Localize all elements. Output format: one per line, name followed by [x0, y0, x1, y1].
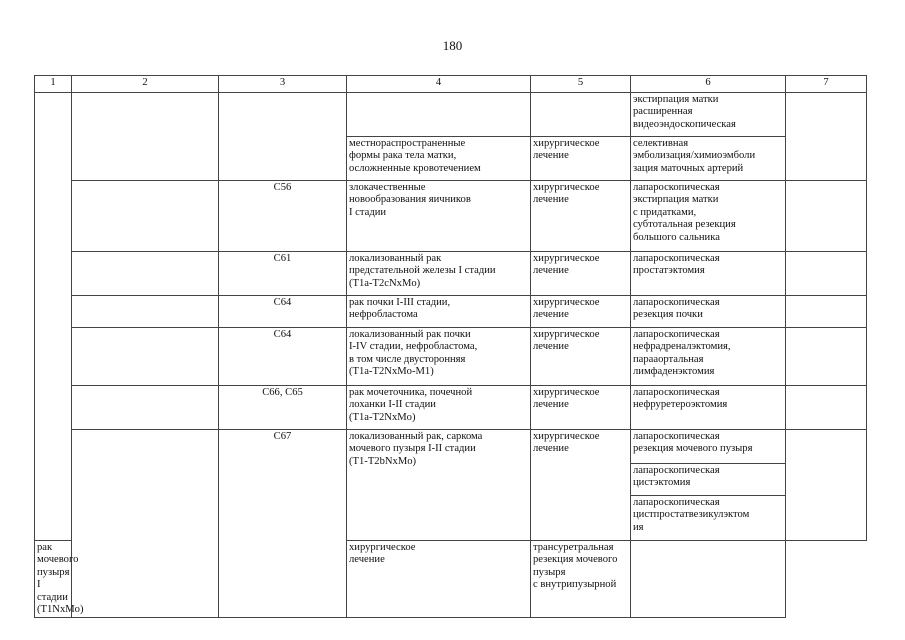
code-cell: [219, 93, 347, 181]
column-7-cell: [786, 93, 867, 181]
table-row: [35, 252, 867, 296]
diagnosis-cell: рак мочеточника, почечной лоханки I-II стадии (T1a-T2NxMo): [347, 386, 531, 430]
column-1-cell: [35, 93, 72, 541]
method-cell: лапароскопическая резекция почки: [631, 296, 786, 328]
column-7-cell: [786, 386, 867, 430]
code-cell: C56: [219, 181, 347, 252]
treatment-cell: [531, 93, 631, 137]
method-cell: экстирпация матки расширенная видеоэндоскопическая: [631, 93, 786, 137]
method-cell: селективная эмболизация/химиоэмболи зация маточных артерий: [631, 137, 786, 181]
column-header-1: 1: [35, 76, 72, 93]
table-row: [35, 93, 867, 137]
treatment-cell: хирургическое лечение: [531, 137, 631, 181]
diagnosis-cell: местнораспространенные формы рака тела матки, осложненные кровотечением: [347, 137, 531, 181]
method-cell: лапароскопическая цистпростатвезикулэктом ия: [631, 496, 786, 541]
column-header-6: 6: [631, 76, 786, 93]
table-row: [35, 386, 867, 430]
method-cell: лапароскопическая цистэктомия: [631, 464, 786, 496]
column-2-cell: [72, 430, 219, 618]
method-cell: лапароскопическая нефрадреналэктомия, парааортальная лимфаденэктомия: [631, 328, 786, 386]
diagnosis-cell: рак почки I-III стадии, нефробластома: [347, 296, 531, 328]
treatment-cell: хирургическое лечение: [531, 386, 631, 430]
column-2-cell: [72, 296, 219, 328]
table-row: [35, 296, 867, 328]
column-2-cell: [72, 328, 219, 386]
treatment-cell: хирургическое лечение: [531, 430, 631, 541]
column-header-2: 2: [72, 76, 219, 93]
treatment-cell: хирургическое лечение: [347, 541, 531, 618]
column-7-cell: [786, 328, 867, 386]
column-7-cell: [786, 296, 867, 328]
treatment-table: [34, 75, 867, 618]
method-cell: лапароскопическая экстирпация матки с придатками, субтотальная резекция большого сальника: [631, 181, 786, 252]
treatment-cell: хирургическое лечение: [531, 252, 631, 296]
method-cell: лапароскопическая нефруретероэктомия: [631, 386, 786, 430]
column-header-row: [35, 76, 867, 93]
column-2-cell: [72, 181, 219, 252]
diagnosis-cell: локализованный рак почки I-IV стадии, нефробластома, в том числе двусторонняя (T1a-T2NxMo-M1): [347, 328, 531, 386]
column-2-cell: [72, 252, 219, 296]
treatment-cell: хирургическое лечение: [531, 328, 631, 386]
column-header-5: 5: [531, 76, 631, 93]
column-7-cell: [786, 181, 867, 252]
code-cell: C61: [219, 252, 347, 296]
diagnosis-cell: злокачественные новообразования яичников I стадии: [347, 181, 531, 252]
code-cell: C64: [219, 328, 347, 386]
column-2-cell: [72, 93, 219, 181]
column-2-cell: [72, 386, 219, 430]
method-cell: трансуретральная резекция мочевого пузыря с внутрипузырной: [531, 541, 631, 618]
code-cell: C67: [219, 430, 347, 618]
method-cell: лапароскопическая резекция мочевого пузыря: [631, 430, 786, 464]
column-header-4: 4: [347, 76, 531, 93]
column-header-7: 7: [786, 76, 867, 93]
diagnosis-cell: локализованный рак, саркома мочевого пузыря I-II стадии (T1-T2bNxMo): [347, 430, 531, 541]
method-cell: лапароскопическая простатэктомия: [631, 252, 786, 296]
page-number: 180: [442, 38, 463, 53]
column-7-cell: [631, 541, 786, 618]
diagnosis-cell: рак мочевого пузыря I стадии (T1NxMo): [35, 541, 72, 618]
code-cell: C66, C65: [219, 386, 347, 430]
diagnosis-cell: [347, 93, 531, 137]
code-cell: C64: [219, 296, 347, 328]
column-7-cell: [786, 252, 867, 296]
table-row: [35, 328, 867, 386]
column-header-3: 3: [219, 76, 347, 93]
diagnosis-cell: локализованный рак предстательной железы I стадии (T1a-T2cNxMo): [347, 252, 531, 296]
table-row: [35, 430, 867, 464]
treatment-cell: хирургическое лечение: [531, 296, 631, 328]
column-7-cell: [786, 430, 867, 541]
treatment-cell: хирургическое лечение: [531, 181, 631, 252]
table-row: [35, 181, 867, 252]
